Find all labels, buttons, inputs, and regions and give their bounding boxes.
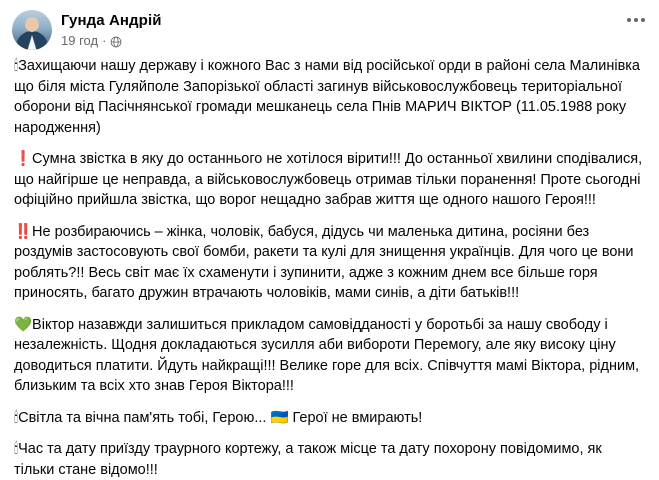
dot	[634, 18, 638, 22]
post-header-texts	[61, 10, 162, 49]
dot	[627, 18, 631, 22]
post-paragraph: 🕯Час та дату приїзду траурного кортежу, а також місце та дату похорону повідомимо, як тільки стане відомо!!!	[14, 441, 602, 478]
post-timestamp[interactable]: 19 год	[61, 33, 99, 48]
post-paragraph: ❗️Сумна звістка в яку до останнього не хотілося вірити!!! До останньої хвилини сподівалися, що найгірше це неправда, а військовослужбовець отримав тільки поранення! Проте сьогодні офіційно прийшла звістка, що ворог нещадно забрав життя ще одного нашого Героя!!!	[14, 151, 643, 208]
post-body	[0, 54, 659, 480]
dot	[641, 18, 645, 22]
avatar[interactable]	[12, 10, 52, 50]
post-options-menu-icon[interactable]	[627, 18, 645, 22]
avatar-head	[25, 17, 39, 32]
post-paragraph: 🕯Захищаючи нашу державу і кожного Вас з нами від російської орди в районі села Малинівка що біля міста Гуляйполе Запорізької області загинув військовослужбовець територіальної оборони від Пасічнянської громади мешканець села Пнів МАРИЧ ВІКТОР (11.05.1988 року народження)	[14, 58, 640, 136]
post-paragraph: 💚Віктор назавжди залишиться прикладом самовідданості у боротьбі за нашу свободу і незалежність. Щодня докладаються зусилля аби вибороти Перемогу, але яку високу ціну доводиться платити. Йдуть найкращі!!! Велике горе для всіх. Співчуття мамі Віктора, рідним, близьким та всіх хто знав Героя Віктора!!!	[14, 316, 640, 394]
author-name[interactable]: Гунда Андрій	[61, 12, 162, 29]
post-meta	[61, 32, 162, 49]
globe-icon	[110, 35, 122, 47]
post-header	[0, 0, 659, 54]
post-paragraph: 🕯Світла та вічна пам'ять тобі, Герою... 🇺🇦 Герої не вмирають!	[14, 409, 423, 426]
post-paragraph: ‼️Не розбираючись – жінка, чоловік, бабуся, дідусь чи маленька дитина, росіяни без роздумів застосовують свої бомби, ракети та кулі для знищення українців. Для чого це вони роблять?!! Весь світ має їх схаменути і зупинити, адже з кожним днем все більше горя приносять, багато дружин втрачають чоловіків, мами синів, а діти батьків!!!	[14, 223, 634, 301]
meta-separator: ·	[102, 33, 107, 48]
